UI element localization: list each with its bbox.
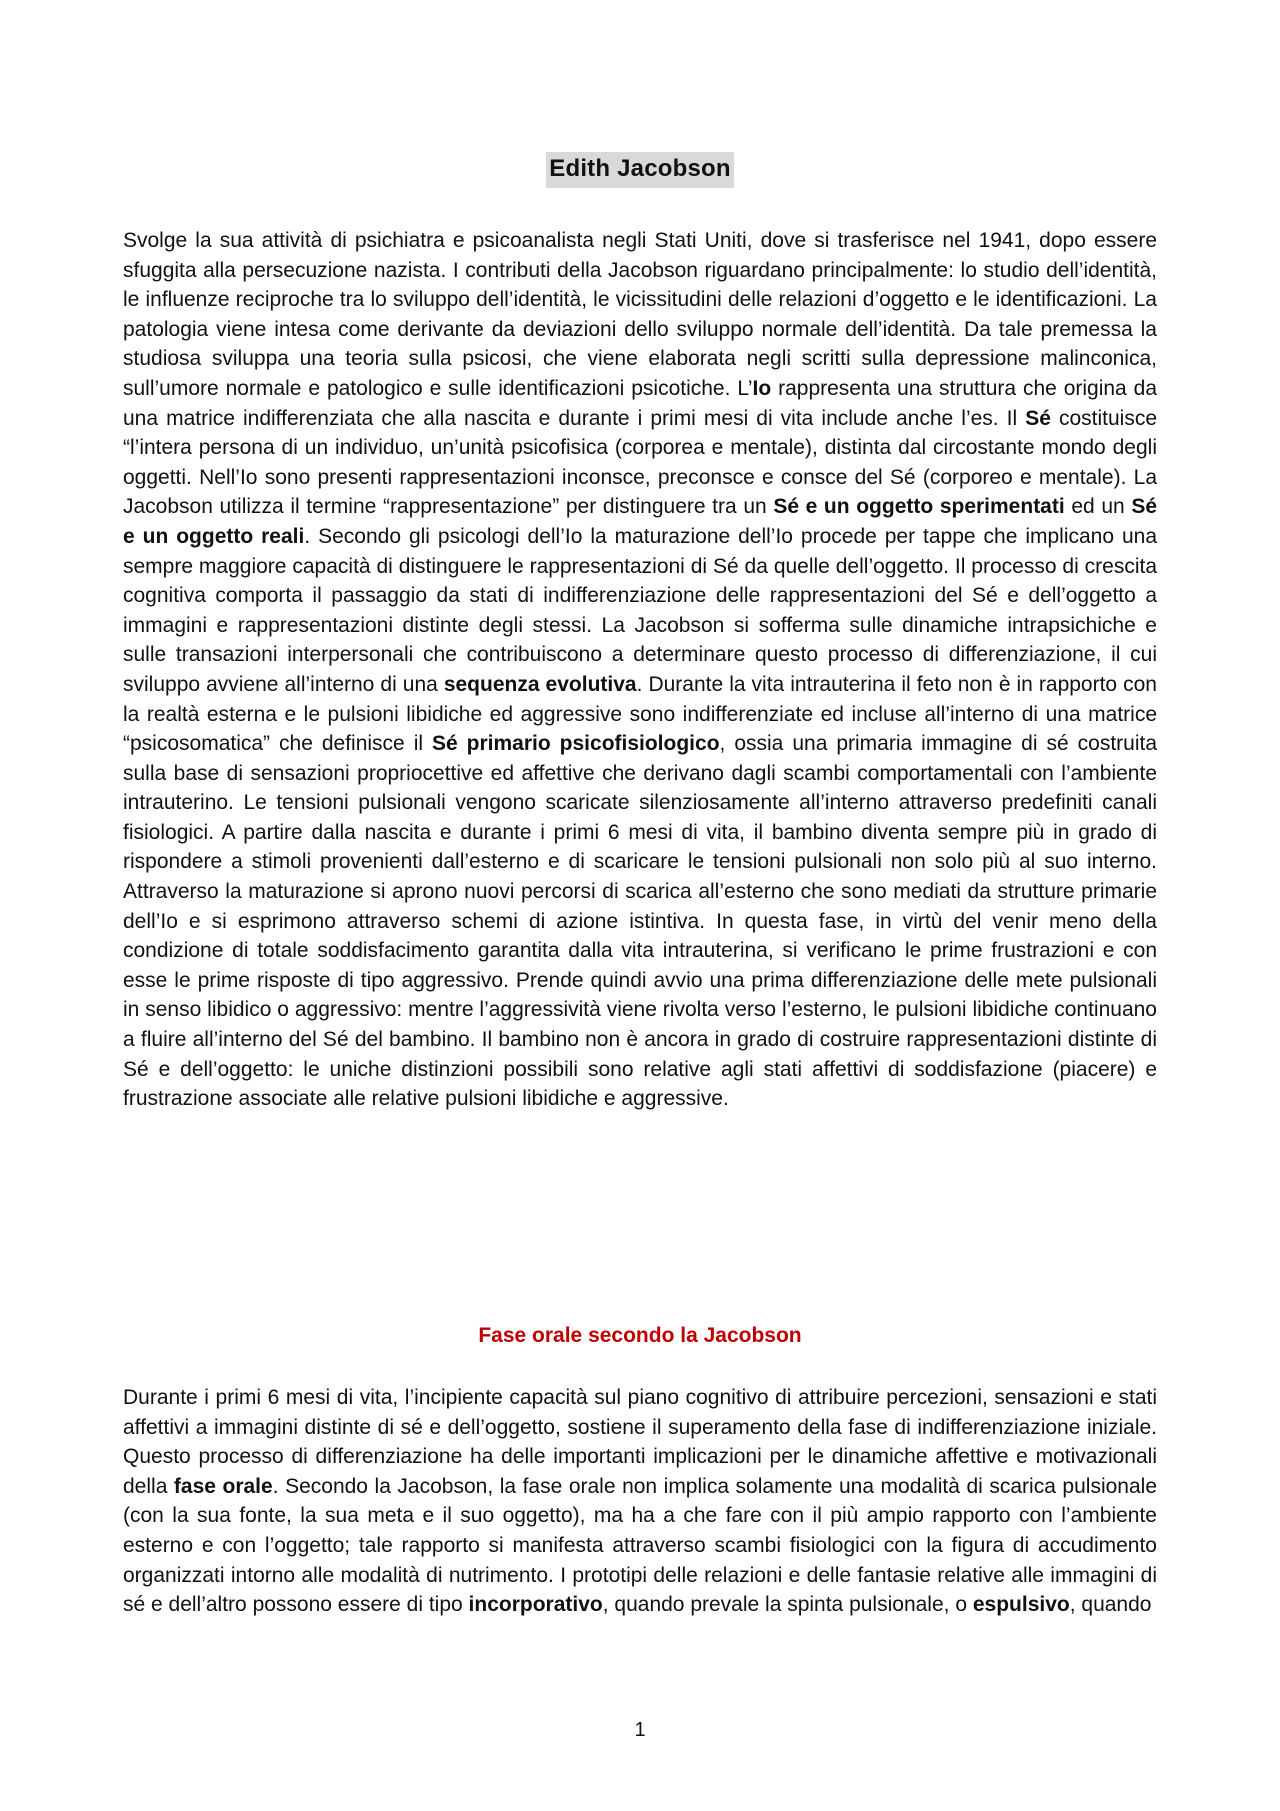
paragraph-1-run-10: . Durante la vita intrauterina il feto non è in rapporto con la realtà esterna e le pulsioni libidiche ed aggressive sono indifferenziate ed incluse all’interno di una matrice “psicosomatica” che definisce il [123, 672, 1157, 756]
paragraph-1-bold-se-primario: Sé primario psicofisiologico [432, 732, 720, 756]
paragraph-1-run-6: ed un [1064, 495, 1132, 519]
paragraph-1-bold-sperimentati: Sé e un oggetto sperimentati [773, 495, 1065, 519]
paragraph-1-run-12: , ossia una primaria immagine di sé costruita sulla base di sensazioni propriocettive ed affettive che derivano dagli scambi comportamentali con l’ambiente intrauterino. Le tensioni pulsionali vengono scaricate silenziosamente all’interno attraverso predefiniti canali fisiologici. A partire dalla nascita e durante i primi 6 mesi di vita, il bambino diventa sempre più in grado di rispondere a stimoli provenienti dall’esterno e di scaricare le tensioni pulsionali non solo più al suo interno. Attraverso la maturazione si aprono nuovi percorsi di scarica all’esterno che sono mediati da strutture primarie dell’Io e si esprimono attraverso schemi di azione istintiva. In questa fase, in virtù del venir meno della condizione di totale soddisfacimento garantita dalla vita intrauterina, si verificano le prime frustrazioni e con esse le prime risposte di tipo aggressivo. Prende quindi avvio una prima differenziazione delle mete pulsionali in senso libidico o aggressivo: mentre l’aggressività viene rivolta verso l’esterno, le pulsioni libidiche continuano a fluire all’interno del Sé del bambino. Il bambino non è ancora in grado di costruire rappresentazioni distinte di Sé e dell’oggetto: le uniche distinzioni possibili sono relative agli stati affettivi di soddisfazione (piacere) e frustrazione associate alle relative pulsioni libidiche e aggressive. [123, 732, 1158, 1111]
body-paragraph-2 [123, 1383, 1157, 1620]
paragraph-1-run-8: . Secondo gli psicologi dell’Io la maturazione dell’Io procede per tappe che implicano una sempre maggiore capacità di distinguere le rappresentazioni di Sé da quelle dell’oggetto. Il processo di crescita cognitiva comporta il passaggio da stati di indifferenziazione delle rappresentazioni del Sé e dell’oggetto a immagini e rappresentazioni distinte degli stessi. La Jacobson si sofferma sulle dinamiche intrapsichiche e sulle transazioni interpersonali che contribuiscono a determinare questo processo di differenziazione, il cui sviluppo avviene all’interno di una [123, 524, 1157, 696]
paragraph-2-run-6: , quando [1069, 1593, 1152, 1617]
paragraph-2-run-4: , quando prevale la spinta pulsionale, o [602, 1593, 973, 1617]
title-container [0, 152, 1280, 188]
paragraph-1-run-0: Svolge la sua attività di psichiatra e psicoanalista negli Stati Uniti, dove si trasferisce nel 1941, dopo essere sfuggita alla persecuzione nazista. I contributi della Jacobson riguardano principalmente: lo studio dell’identità, le influenze reciproche tra lo sviluppo dell’identità, le vicissitudini delle relazioni d’oggetto e le identificazioni. La patologia viene intesa come derivante da deviazioni dello sviluppo normale dell’identità. Da tale premessa la studiosa sviluppa una teoria sulla psicosi, che viene elaborata negli scritti sulla depressione malinconica, sull’umore normale e patologico e sulle identificazioni psicotiche. L’ [123, 229, 1157, 400]
paragraph-2-run-2: . Secondo la Jacobson, la fase orale non implica solamente una modalità di scarica pulsionale (con la sua fonte, la sua meta e il suo oggetto), ma ha a che fare con il più ampio rapporto con l’ambiente esterno e con l’oggetto; tale rapporto si manifesta attraverso scambi fisiologici con la figura di accudimento organizzati intorno alle modalità di nutrimento. I prototipi delle relazioni e delle fantasie relative alle immagini di sé e dell’altro possono essere di tipo [123, 1474, 1158, 1617]
paragraph-2-bold-fase-orale: fase orale [173, 1474, 273, 1498]
paragraph-1-run-4: costituisce “l’intera persona di un individuo, un’unità psicofisica (corporea e mentale), distinta dal circostante mondo degli oggetti. Nell’Io sono presenti rappresentazioni inconsce, preconsce e consce del Sé (corporeo e mentale). La Jacobson utilizza il termine “rappresentazione” per distinguere tra un [123, 406, 1157, 519]
paragraph-2-bold-espulsivo: espulsivo [972, 1593, 1070, 1617]
page-number: 1 [634, 1719, 646, 1741]
paragraph-1-bold-sequenza: sequenza evolutiva [443, 672, 637, 696]
section-heading: Fase orale secondo la Jacobson [478, 1324, 802, 1347]
paragraph-1-bold-reali: Sé e un oggetto reali [123, 495, 1157, 548]
body-paragraph-1 [123, 226, 1157, 1114]
paragraph-1-bold-io: Io [752, 376, 772, 400]
paragraph-2-bold-incorporativo: incorporativo [468, 1593, 603, 1617]
paragraph-1-bold-se: Sé [1025, 406, 1051, 430]
document-title: Edith Jacobson [546, 152, 734, 188]
paragraph-1-run-2: rappresenta una struttura che origina da una matrice indifferenziata che alla nascita e durante i primi mesi di vita include anche l’es. Il [123, 376, 1157, 430]
paragraph-2-run-0: Durante i primi 6 mesi di vita, l’incipiente capacità sul piano cognitivo di attribuire percezioni, sensazioni e stati affettivi a immagini distinte di sé e dell’oggetto, sostiene il superamento della fase di indifferenziazione iniziale. Questo processo di differenziazione ha delle importanti implicazioni per le dinamiche affettive e motivazionali della [123, 1386, 1157, 1498]
